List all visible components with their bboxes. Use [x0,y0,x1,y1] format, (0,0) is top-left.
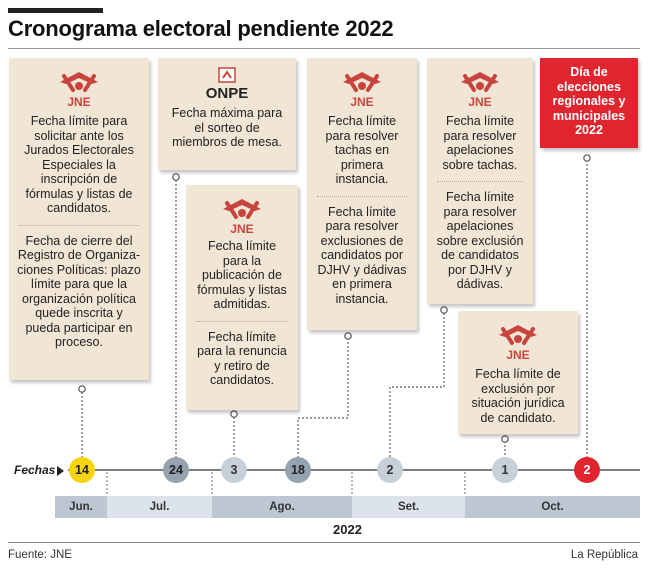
svg-text:JNE: JNE [67,95,91,109]
card-text: Fecha límite para la publicación de fórmulas y listas admitidas. [197,239,287,311]
jne-logo-icon [458,311,578,363]
event-card-ago-18 [307,58,417,330]
card-text: Fecha límite para resolver apelaciones sobre tachas. [442,114,518,172]
connector-dot [502,436,508,442]
month-label: Oct. [465,496,640,518]
month-label: Jul. [149,501,170,513]
event-card-set-2 [427,58,533,304]
month-label: Jun. [55,496,107,518]
date-marker: 2 [574,457,600,483]
jne-logo-icon [186,185,298,237]
timeline-label: Fechas [14,463,56,477]
connector-dot [231,411,237,417]
card-separator [317,196,407,197]
card-text: Fecha límite para solicitar ante los Jurados Electorales Especiales la inscripción de fórmulas y listas de candidatos. [24,114,134,215]
card-separator [437,181,523,182]
connector-line [390,313,444,458]
credit-note: La República [570,549,638,561]
card-text: Fecha límite de exclusión por situación jurídica de candidato. [471,367,565,425]
card-text: Día de elecciones regionales y municipales 2022 [552,65,626,137]
svg-text:JNE: JNE [506,348,530,362]
connector-dot [345,333,351,339]
connector-dot [173,174,179,180]
svg-text:JNE: JNE [230,222,254,236]
month-label: Set. [397,501,420,513]
date-marker: 2 [377,457,403,483]
svg-text:ONPE: ONPE [205,85,249,102]
card-text: Fecha máxima para el sorteo de miembros de mesa. [171,106,283,149]
card-text: Fecha límite para la renuncia y retiro de candidatos. [197,329,287,387]
card-text: Fecha límite para resolver exclusiones de candidatos por DJHV y dádivas en primera instancia. [317,204,407,306]
play-arrow-icon [57,466,64,476]
page-title: Cronograma electoral pendiente 2022 [8,16,394,41]
card-separator [19,225,139,226]
date-marker: 14 [69,457,95,483]
date-marker: 18 [285,457,311,483]
date-marker: 24 [163,457,189,483]
event-card-oct-1 [458,311,578,434]
connector-dot [79,386,85,392]
jne-logo-icon [427,58,533,110]
month-label: Ago. [212,496,352,518]
jne-logo-icon [9,58,149,110]
card-separator [196,321,288,322]
event-card-jul-24 [158,58,296,170]
svg-text:JNE: JNE [468,95,492,109]
event-card-jun-14 [9,58,149,380]
card-text: Fecha límite para resolver apelaciones sobre exclusión de candidatos por DJHV y dádivas. [436,190,524,291]
date-marker: 1 [492,457,518,483]
card-text: Fecha de cierre del Registro de Organiza-ciones Políticas: plazo límite para que la organización política quede inscrita y pueda participar en proceso. [17,233,141,349]
date-marker: 3 [221,457,247,483]
jne-logo-icon [307,58,417,110]
footer-divider [8,542,640,543]
connector-dot [584,155,590,161]
onpe-logo-icon [158,58,296,104]
connector-line [298,338,348,458]
election-day-card [540,58,638,148]
year-label: 2022 [333,522,362,537]
connector-dot [441,307,447,313]
svg-text:JNE: JNE [350,95,374,109]
source-note: Fuente: JNE [8,549,72,561]
card-text: Fecha límite para resolver tachas en primera instancia. [325,114,399,186]
event-card-ago-3 [186,185,298,410]
